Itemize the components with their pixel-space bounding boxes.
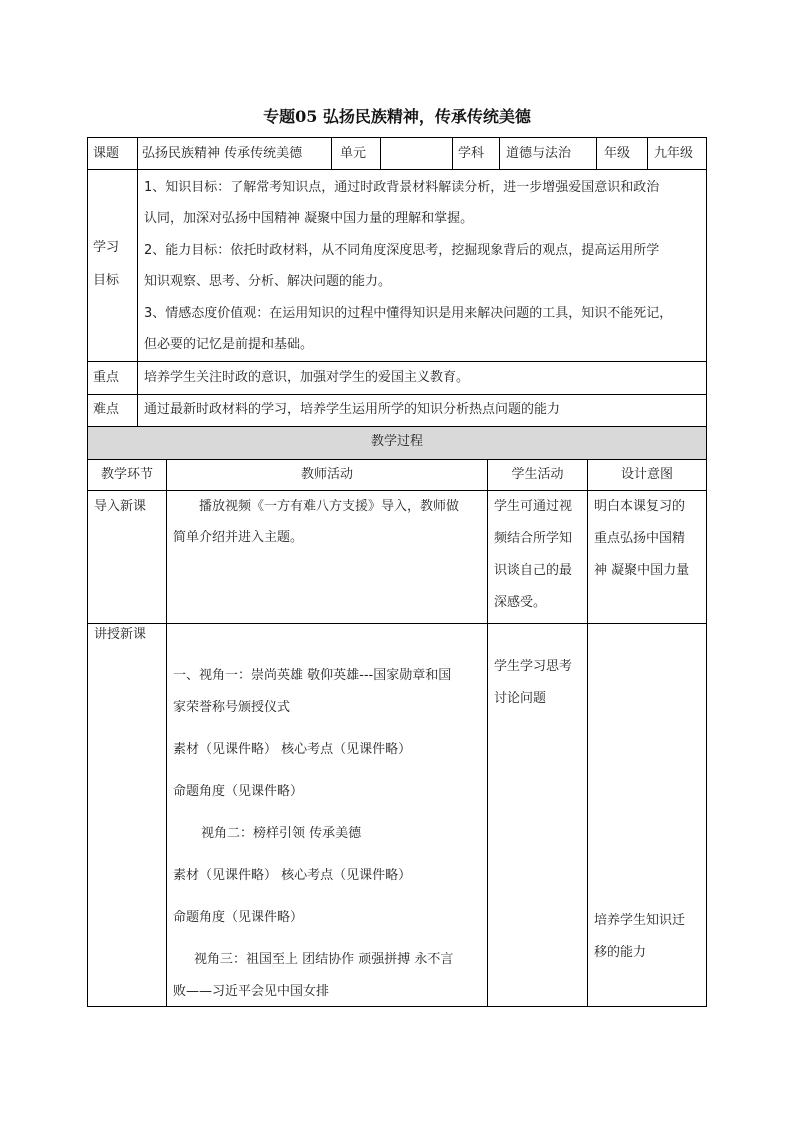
grade-value: 九年级: [654, 146, 694, 161]
student-line: 学生可通过视: [494, 499, 573, 514]
subject-value: 道德与法治: [506, 146, 572, 161]
goal-line-4: 知识观察、思考、分析、解决问题的能力。: [144, 274, 392, 289]
col-intent: 设计意图: [620, 467, 673, 482]
course-value: 弘扬民族精神 传承传统美德: [142, 146, 303, 161]
teacher-line: 简单介绍并进入主题。: [173, 530, 304, 545]
course-label: 课题: [93, 146, 120, 161]
teacher-line: 一、视角一：崇尚英雄 敬仰英雄---国家勋章和国: [173, 668, 452, 683]
goals-label-line1: 学习: [93, 240, 120, 255]
difficulty-text: 通过最新时政材料的学习，培养学生运用所学的知识分析热点问题的能力: [144, 402, 561, 417]
col-student: 学生活动: [511, 467, 564, 482]
student-line: 深感受。: [494, 595, 547, 610]
key-point-label: 重点: [93, 370, 120, 385]
teacher-line: 命题角度（见课件略）: [173, 910, 304, 925]
intent-line: 培养学生知识迁: [594, 913, 686, 928]
intent-line: 重点弘扬中国精: [594, 531, 686, 546]
teacher-line: 视角二：榜样引领 传承美德: [201, 826, 362, 841]
subject-label: 学科: [458, 146, 485, 161]
goal-line-1: 1、知识目标：了解常考知识点，通过时政背景材料解读分析，进一步增强爱国意识和政治: [144, 180, 660, 195]
student-line: 识谈自己的最: [494, 563, 573, 578]
unit-label: 单元: [340, 146, 367, 161]
student-line: 学生学习思考: [494, 659, 573, 674]
teacher-line: 家荣誉称号颁授仪式: [173, 700, 291, 715]
goal-line-5: 3、情感态度价值观：在运用知识的过程中懂得知识是用来解决问题的工具，知识不能死记，: [144, 306, 673, 321]
teacher-line: 素材（见课件略） 核心考点（见课件略）: [173, 868, 412, 883]
goal-line-3: 2、能力目标：依托时政材料，从不同角度深度思考，挖掘现象背后的观点，提高运用所学: [144, 243, 660, 258]
goals-label-line2: 目标: [93, 273, 120, 288]
col-teacher: 教师活动: [300, 467, 353, 482]
intent-line: 移的能力: [594, 945, 647, 960]
table-row-stage: 讲授新课: [94, 627, 147, 642]
student-line: 频结合所学知: [494, 531, 573, 546]
table-row-stage: 导入新课: [94, 499, 147, 514]
page-title: 专题05 弘扬民族精神，传承传统美德: [263, 107, 531, 126]
col-stage: 教学环节: [100, 467, 153, 482]
difficulty-label: 难点: [93, 402, 120, 417]
teacher-line: 败——习近平会见中国女排: [173, 984, 330, 999]
intent-line: 神 凝聚中国力量: [594, 563, 690, 578]
teacher-line: 视角三：祖国至上 团结协作 顽强拼搏 永不言: [194, 952, 454, 967]
teacher-line: 命题角度（见课件略）: [173, 784, 304, 799]
student-line: 讨论问题: [494, 691, 547, 706]
teacher-line: 播放视频《一方有难八方支援》导入，教师做: [199, 499, 460, 514]
grade-label: 年级: [604, 146, 631, 161]
teacher-line: 素材（见课件略） 核心考点（见课件略）: [173, 742, 412, 757]
goal-line-2: 认同，加深对弘扬中国精神 凝聚中国力量的理解和掌握。: [144, 211, 474, 226]
intent-line: 明白本课复习的: [594, 499, 686, 514]
goal-line-6: 但必要的记忆是前提和基础。: [144, 337, 314, 352]
process-header: 教学过程: [370, 434, 423, 449]
key-point-text: 培养学生关注时政的意识，加强对学生的爱国主义教育。: [144, 370, 470, 385]
